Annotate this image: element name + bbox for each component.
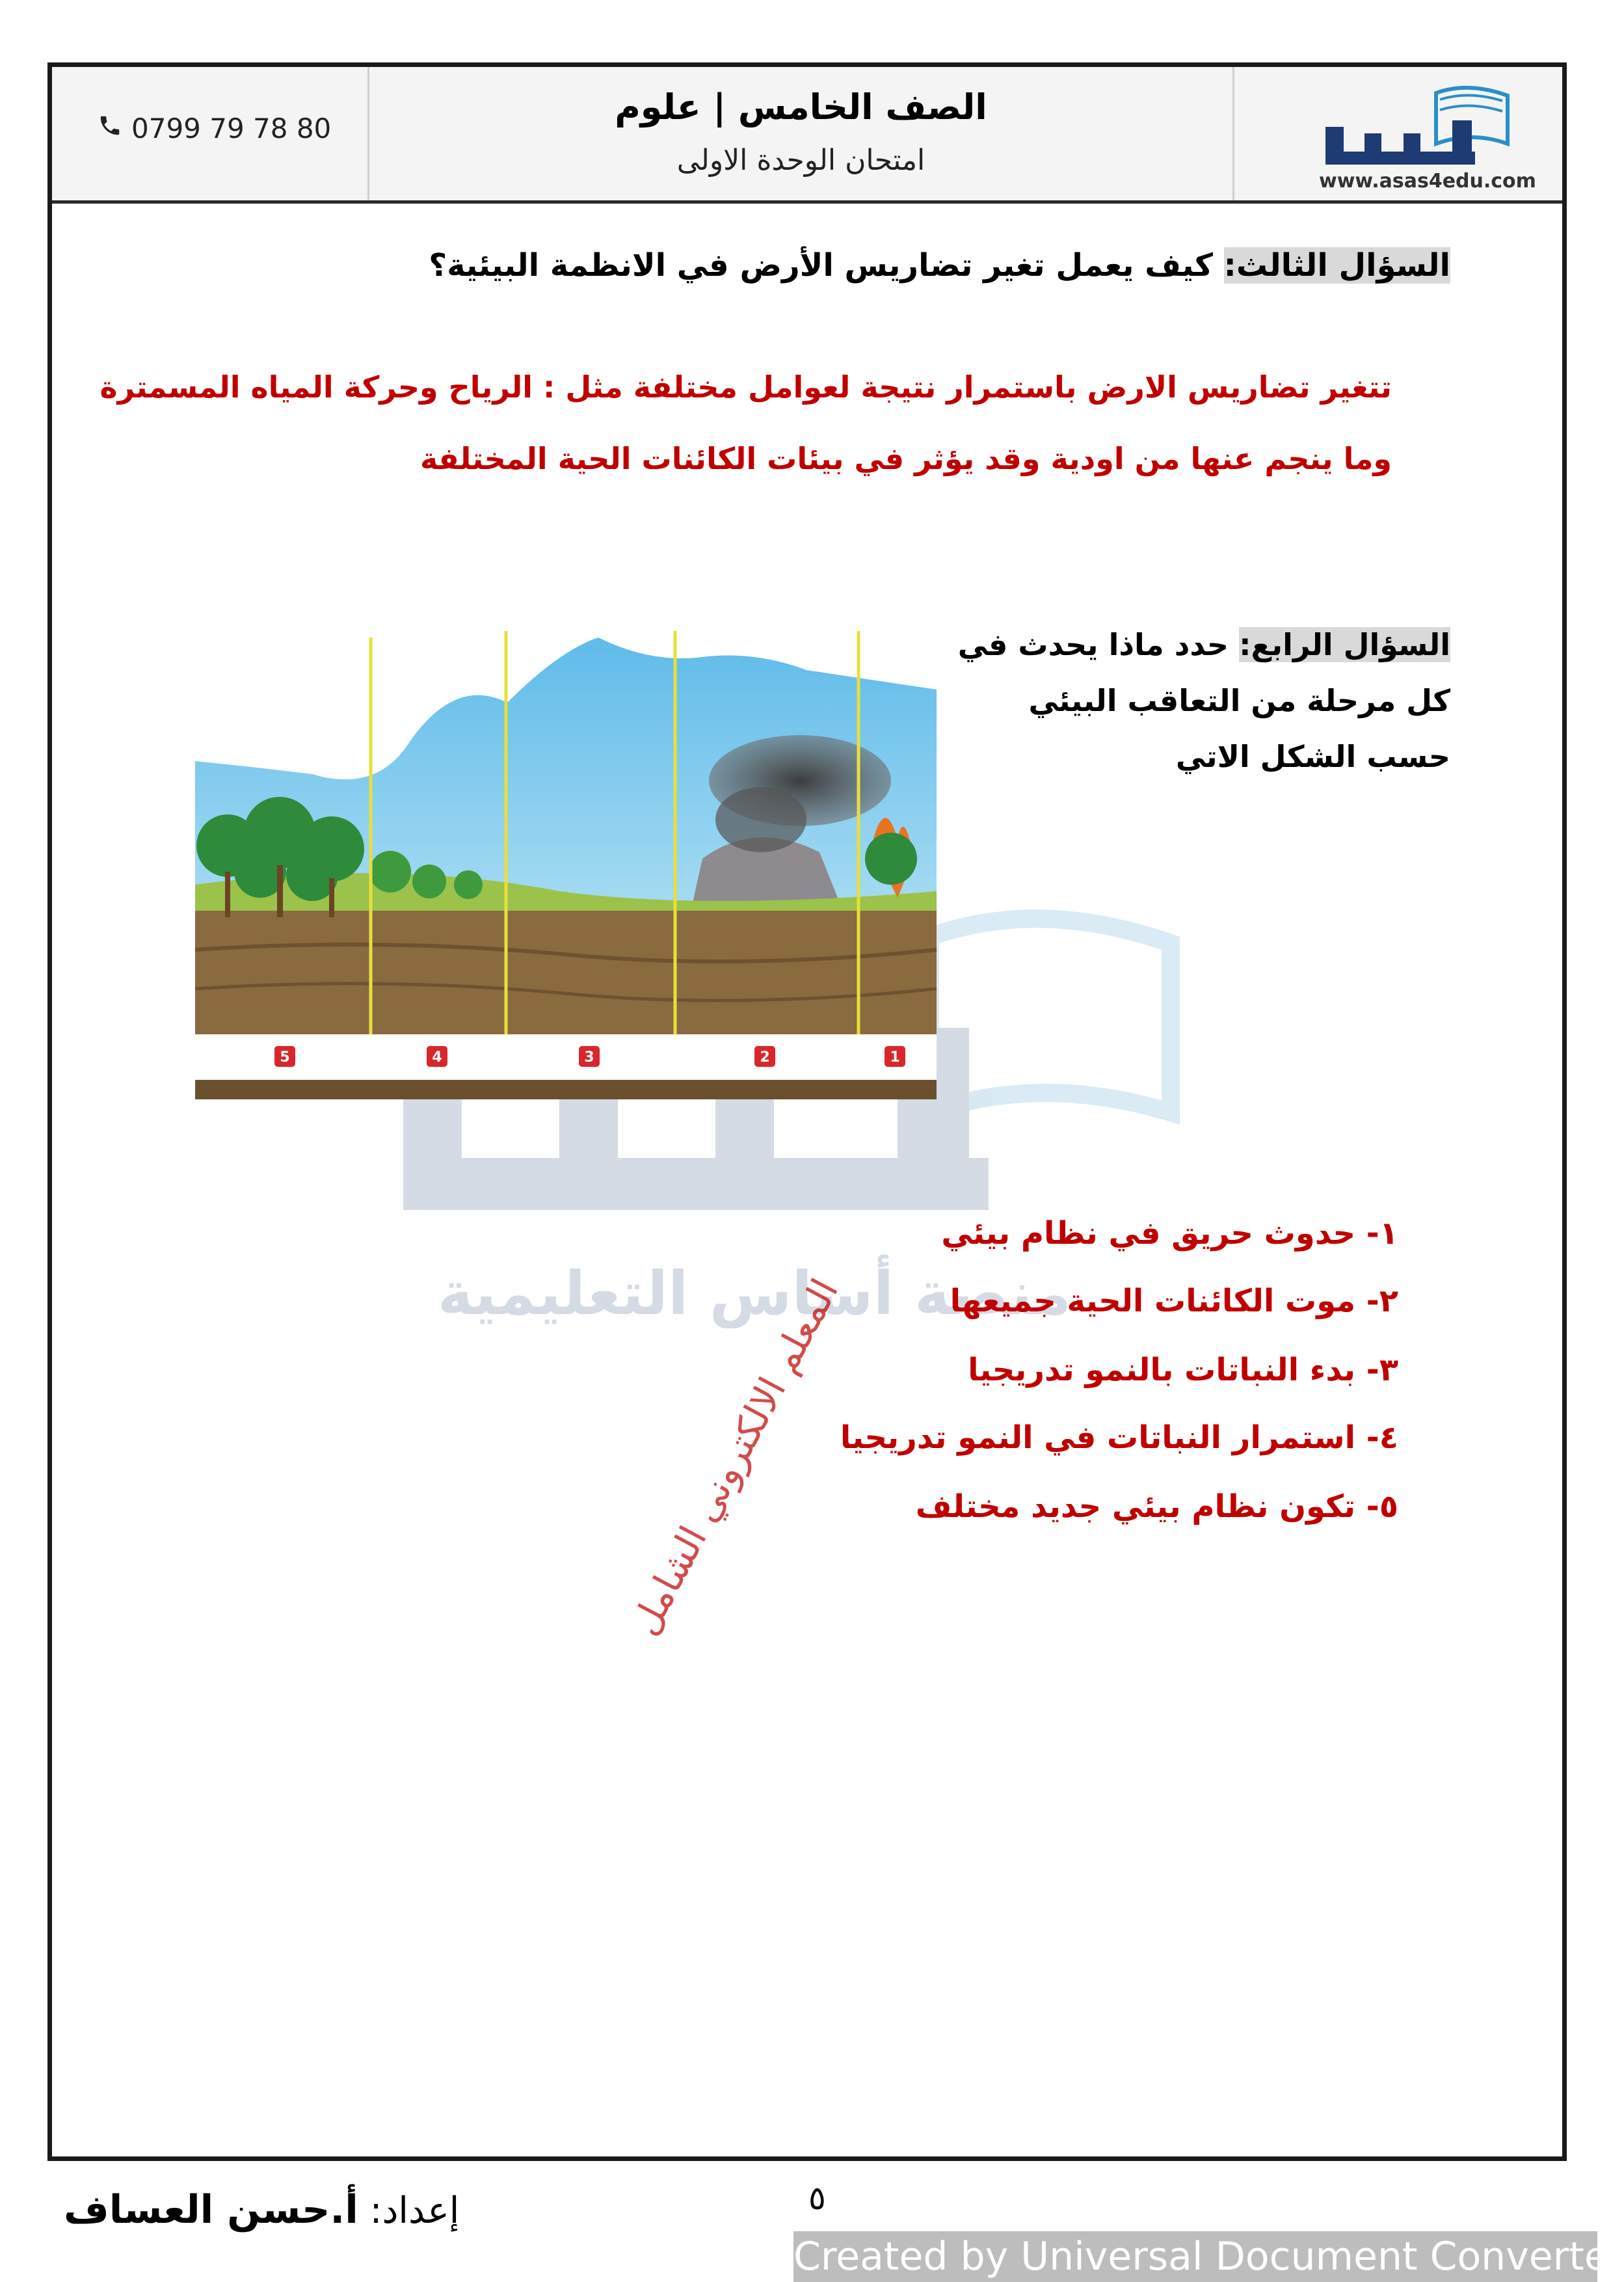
stage-badge-2 (754, 1046, 775, 1067)
question-4 (956, 617, 1450, 785)
author-name: أ.حسن العساف (64, 2187, 358, 2233)
header-title-cell (369, 67, 1234, 200)
header-logo-cell (1234, 67, 1567, 200)
watermark-teacher-text: المعلم الالكتروني الشامل (622, 1271, 847, 1643)
stage-badge-4 (427, 1046, 447, 1067)
logo-url: www.asas4edu.com (1319, 170, 1536, 193)
svg-text:5: 5 (280, 1049, 290, 1066)
page-number: ٥ (808, 2179, 826, 2217)
svg-text:2: 2 (760, 1049, 770, 1066)
answer-4-item-5: ٥- تكون نظام بيئي جديد مختلف (915, 1488, 1398, 1525)
phone-text: 0799 79 78 80 (131, 113, 332, 144)
exam-title: الصف الخامس | علوم (615, 87, 987, 128)
converter-note: Created by Universal Document Converter (793, 2231, 1597, 2282)
phone-icon (98, 113, 122, 144)
stage-badge-3 (579, 1046, 600, 1067)
exam-subtitle: امتحان الوحدة الاولى (676, 144, 925, 177)
phone-number (98, 113, 331, 144)
answer-3-line-1: تتغير تضاريس الارض باستمرار نتيجة لعوامل مختلفة مثل : الرياح وحركة المياه المسمترة (100, 369, 1392, 405)
stage-1-tree (865, 833, 917, 885)
answer-4-item-1: ١- حدوث حريق في نظام بيئي (941, 1215, 1398, 1252)
question-4-label: السؤال الرابع: (1239, 627, 1450, 662)
prepared-by-label: إعداد: (369, 2190, 460, 2232)
svg-text:1: 1 (890, 1049, 900, 1066)
svg-text:3: 3 (584, 1049, 594, 1066)
stage-strip (195, 1034, 937, 1081)
header-phone-cell (52, 67, 369, 200)
header (52, 67, 1562, 204)
stage-badge-1 (885, 1046, 905, 1067)
footer-author (64, 2187, 459, 2233)
answer-4-item-3: ٣- بدء النباتات بالنمو تدريجيا (968, 1352, 1398, 1388)
stage-badge-5 (274, 1046, 295, 1067)
watermark-platform-text: منصة أساس التعليمية (437, 1259, 1072, 1328)
answer-3-line-2: وما ينجم عنها من اودية وقد يؤثر في بيئات الكائنات الحية المختلفة (420, 441, 1392, 476)
question-3-text: كيف يعمل تغير تضاريس الأرض في الانظمة البيئية؟ (429, 247, 1213, 284)
asas-logo (1312, 81, 1527, 172)
svg-text:4: 4 (432, 1049, 442, 1066)
answer-4-item-4: ٤- استمرار النباتات في النمو تدريجيا (840, 1419, 1398, 1456)
question-3-label: السؤال الثالث: (1223, 247, 1450, 284)
succession-diagram (195, 624, 937, 1099)
question-3 (429, 247, 1450, 284)
answer-4-item-2: ٢- موت الكائنات الحية جميعها (950, 1283, 1398, 1319)
soil (195, 911, 937, 1034)
question-4-text: حدد ماذا يحدث في كل مرحلة من التعاقب البيئي حسب الشكل الاتي (957, 627, 1450, 774)
